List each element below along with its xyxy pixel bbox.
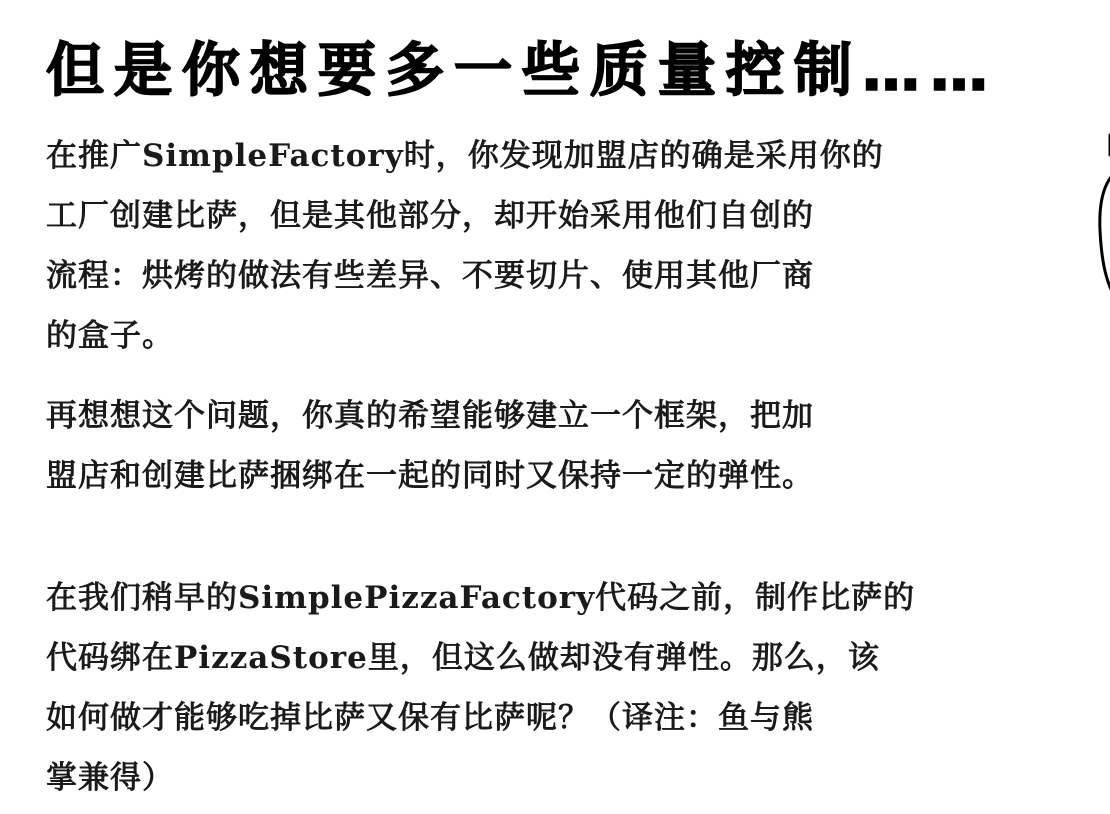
paragraph-flexibility	[46, 568, 966, 808]
text-line: 盟店和创建比萨捆绑在一起的同时又保持一定的弹性。	[46, 458, 814, 494]
text-line: 在我们稍早的SimplePizzaFactory代码之前，制作比萨的	[46, 580, 916, 616]
text-line: 代码绑在PizzaStore里，但这么做却没有弹性。那么，该	[46, 640, 880, 676]
text-line: 工厂创建比萨，但是其他部分，却开始采用他们自创的	[46, 198, 814, 234]
text-line: 如何做才能够吃掉比萨又保有比萨呢？（译注：鱼与熊	[46, 700, 814, 736]
paragraph-framework	[46, 386, 966, 506]
text-line: 在推广SimpleFactory时，你发现加盟店的确是采用你的	[46, 138, 884, 174]
text-line: 的盒子。	[46, 318, 174, 354]
paragraph-quality-control	[46, 126, 966, 366]
speech-bubble-edge-decoration	[1080, 100, 1110, 330]
page-title: 但是你想要多一些质量控制……	[46, 36, 999, 104]
text-line: 再想想这个问题，你真的希望能够建立一个框架，把加	[46, 398, 814, 434]
text-line: 流程：烘烤的做法有些差异、不要切片、使用其他厂商	[46, 258, 814, 294]
text-line: 掌兼得）	[46, 760, 174, 796]
